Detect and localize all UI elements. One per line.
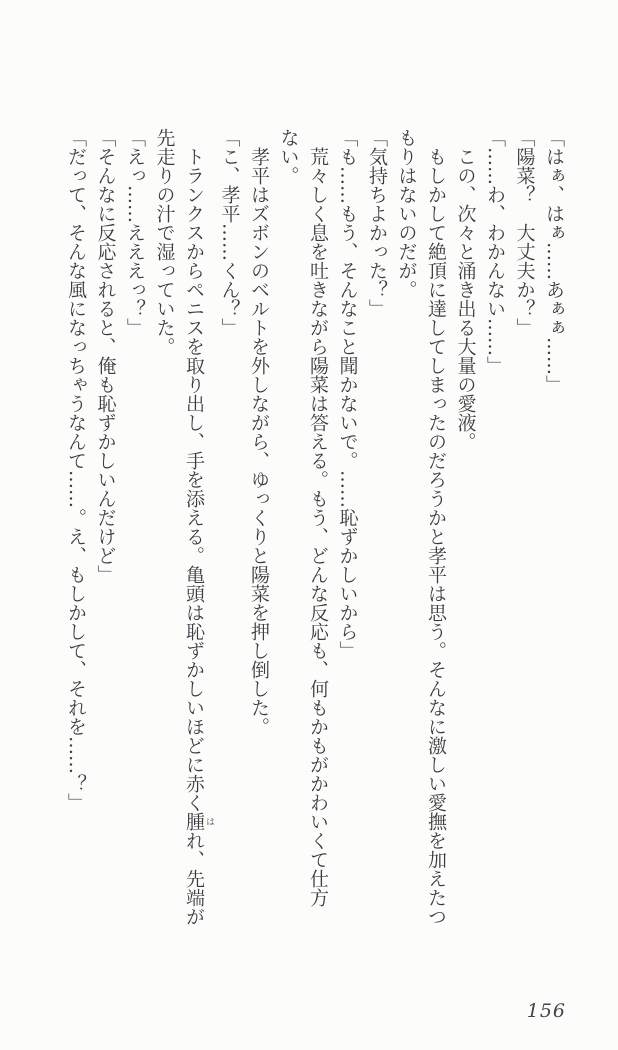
text-line-12: 「こ、孝平……くん？」 [218, 128, 241, 337]
text-line-05: もしかして絶頂に達してしまったのだろうかと孝平は思う。そんなに激しい愛撫を加えたつ [425, 147, 447, 926]
text-line-04: この、次々と涌き出る大量の愛液。 [454, 147, 477, 451]
furigana-ruby [183, 812, 214, 831]
page-number: 156 [526, 1000, 566, 1022]
text-line-02: 「陽菜？ 大丈夫か？」 [513, 128, 536, 337]
text-line-07: 「気持ちよかった？」 [366, 128, 388, 318]
text-line-15: 「えっ……えええっ？」 [124, 128, 146, 337]
text-line-16: 「そんなに反応されると、俺も恥ずかしいんだけど」 [94, 128, 117, 584]
text-line-01: 「はぁ、はぁ……あぁぁ……」 [543, 128, 565, 394]
text-line-14: 先走りの汁で湿っていた。 [153, 128, 176, 356]
furigana-text: は [204, 812, 214, 831]
vertical-text-block [66, 128, 568, 978]
text-line-17: 「だって、そんな風になっちゃうなんて……。え、もしかして、それを……？」 [65, 128, 87, 812]
text-line-08: 「も……もう、そんなこと聞かないで。……恥ずかしいから」 [336, 128, 359, 660]
text-line-13-post: れ、先端が [183, 831, 205, 926]
text-line-13 [179, 128, 215, 978]
text-line-06: もりはないのだが。 [395, 128, 418, 299]
text-line-10: ない。 [277, 128, 300, 185]
text-line-09: 荒々しく息を吐きながら陽菜は答える。もう、どんな反応も、何もかもがかわいくて仕方 [307, 147, 329, 907]
text-line-03: 「……わ、わかんない……」 [484, 128, 506, 375]
furigana-base: 腫 [183, 812, 205, 831]
text-line-11: 孝平はズボンのベルトを外しながら、ゆっくりと陽菜を押し倒した。 [248, 147, 270, 736]
text-line-13-pre: トランクスからペニスを取り出し、手を添える。亀頭は恥ずかしいほどに赤く [183, 147, 205, 812]
